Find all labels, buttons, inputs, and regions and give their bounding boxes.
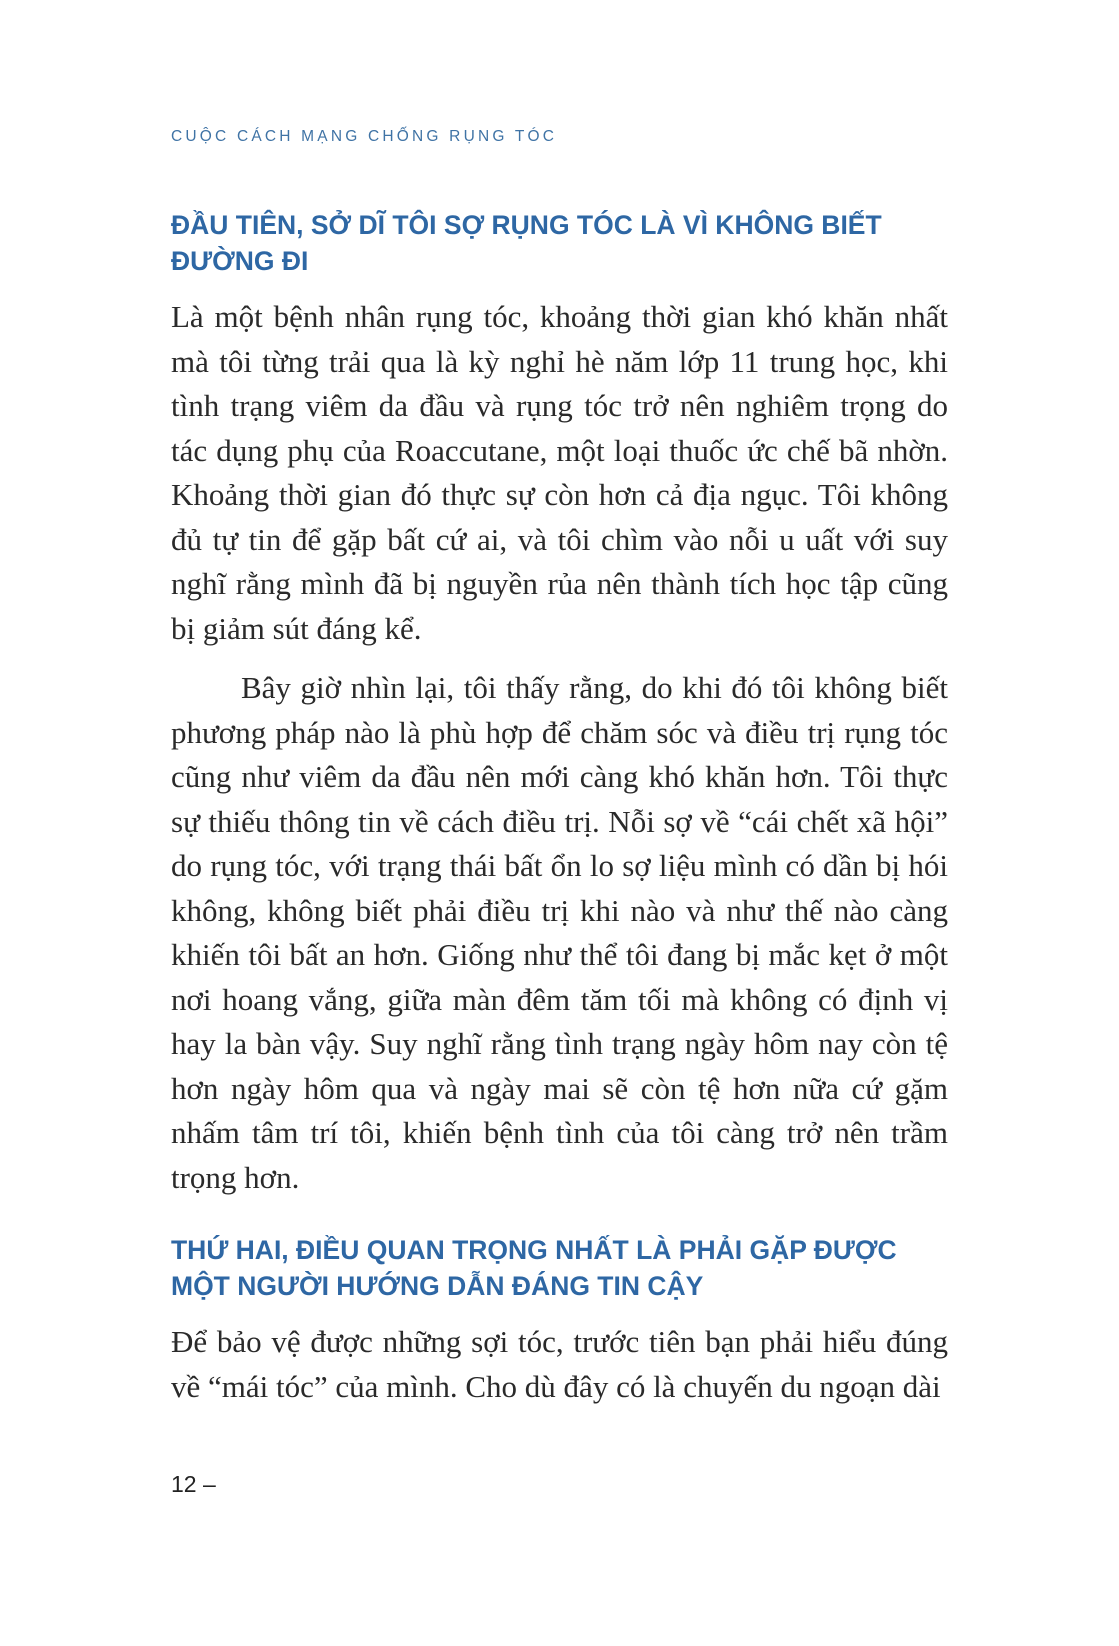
page-number: 12 – <box>171 1471 216 1497</box>
body-paragraph: Là một bệnh nhân rụng tóc, khoảng thời gian khó khăn nhất mà tôi từng trải qua là kỳ nghỉ hè năm lớp 11 trung học, khi tình trạng viêm da đầu và rụng tóc trở nên nghiêm trọng do tác dụng phụ của Roaccutane, một loại thuốc ức chế bã nhờn. Khoảng thời gian đó thực sự còn hơn cả địa ngục. Tôi không đủ tự tin để gặp bất cứ ai, và tôi chìm vào nỗi u uất với suy nghĩ rằng mình đã bị nguyền rủa nên thành tích học tập cũng bị giảm sút đáng kể. <box>171 299 948 646</box>
body-paragraph: Để bảo vệ được những sợi tóc, trước tiên bạn phải hiểu đúng về “mái tóc” của mình. Cho dù đây có là chuyến du ngoạn dài <box>171 1324 948 1404</box>
page-content <box>171 207 948 1409</box>
running-head: CUỘC CÁCH MẠNG CHỐNG RỤNG TÓC <box>171 128 558 145</box>
section-heading-first: ĐẦU TIÊN, SỞ DĨ TÔI SỢ RỤNG TÓC LÀ VÌ KHÔNG BIẾT ĐƯỜNG ĐI <box>171 210 882 276</box>
body-paragraph: Bây giờ nhìn lại, tôi thấy rằng, do khi đó tôi không biết phương pháp nào là phù hợp để chăm sóc và điều trị rụng tóc cũng như viêm da đầu nên mới càng khó khăn hơn. Tôi thực sự thiếu thông tin về cách điều trị. Nỗi sợ về “cái chết xã hội” do rụng tóc, với trạng thái bất ổn lo sợ liệu mình có dần bị hói không, không biết phải điều trị khi nào và như thế nào càng khiến tôi bất an hơn. Giống như thể tôi đang bị mắc kẹt ở một nơi hoang vắng, giữa màn đêm tăm tối mà không có định vị hay la bàn vậy. Suy nghĩ rằng tình trạng ngày hôm nay còn tệ hơn ngày hôm qua và ngày mai sẽ còn tệ hơn nữa cứ gặm nhấm tâm trí tôi, khiến bệnh tình của tôi càng trở nên trầm trọng hơn. <box>171 670 948 1195</box>
section-heading-second: THỨ HAI, ĐIỀU QUAN TRỌNG NHẤT LÀ PHẢI GẶP ĐƯỢC MỘT NGƯỜI HƯỚNG DẪN ĐÁNG TIN CẬY <box>171 1235 897 1301</box>
